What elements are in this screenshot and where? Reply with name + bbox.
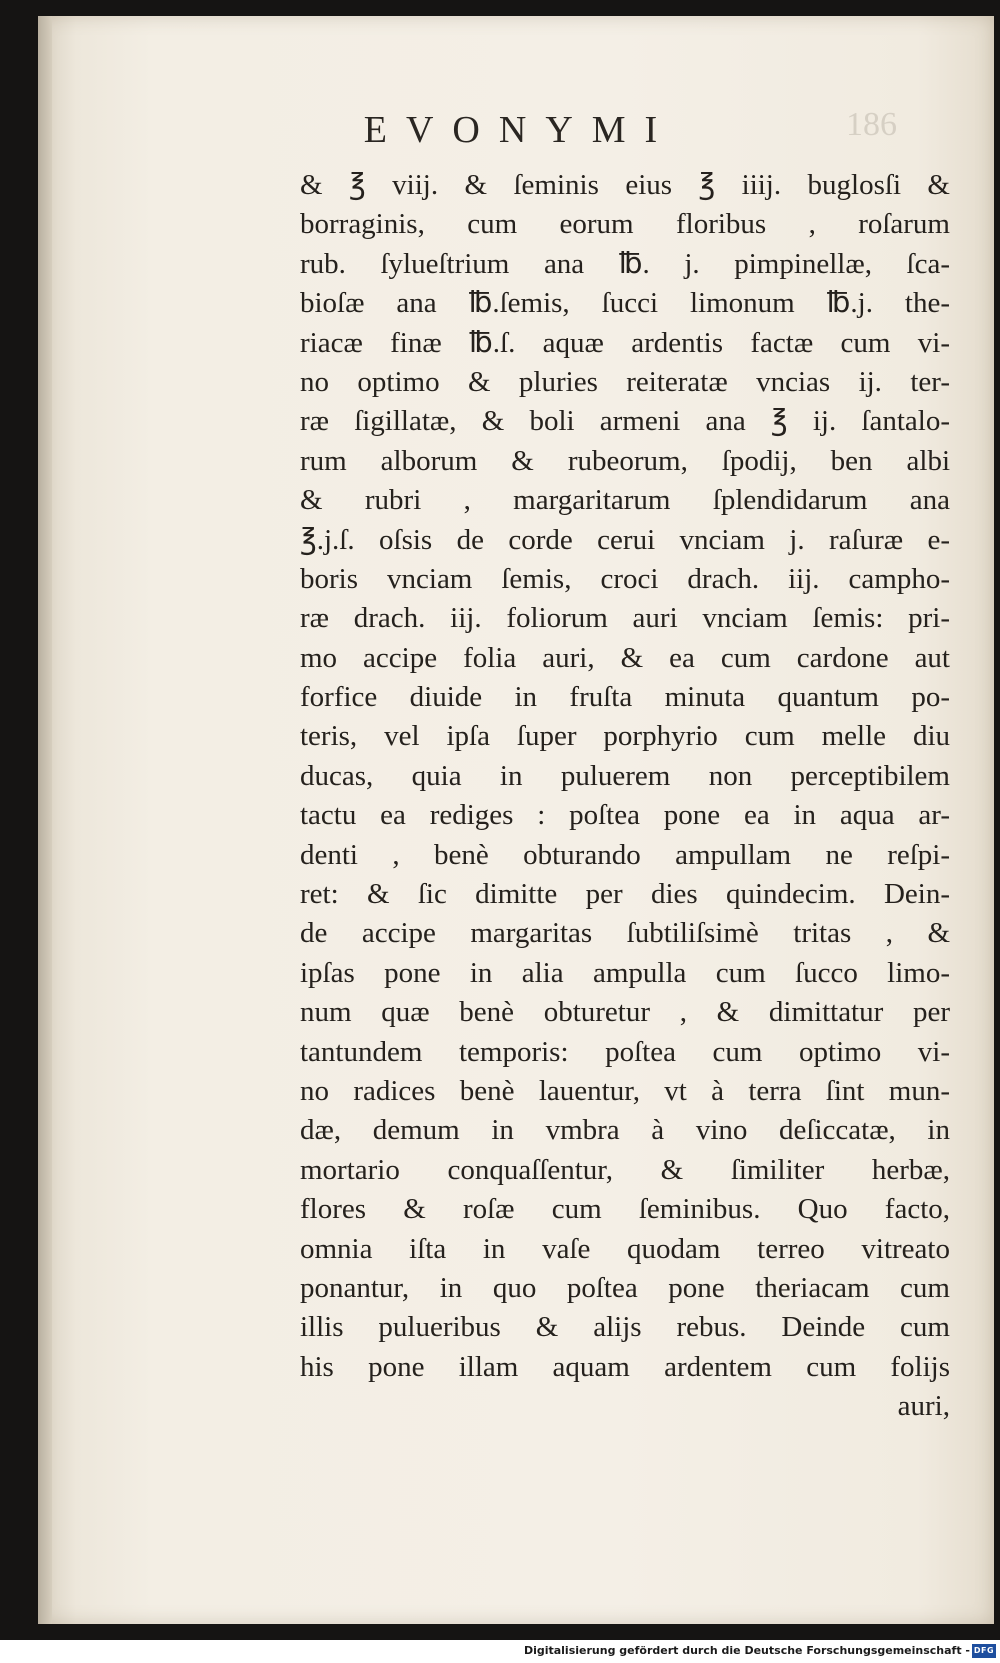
running-head: EVONYMI [363, 109, 677, 151]
text-line: num quæ benè obturetur , & dimittatur per [300, 996, 950, 1029]
text-line: ræ ſigillatæ, & boli armeni ana ℥ ij. ſantalo- [300, 405, 950, 438]
text-line: ponantur, in quo poſtea pone theriacam cum [300, 1271, 950, 1304]
footer-bar [0, 1640, 1000, 1663]
page-number-bleedthrough: 186 [846, 106, 897, 143]
text-line: ducas, quia in puluerem non perceptibilem [300, 759, 950, 792]
text-line: his pone illam aquam ardentem cum folijs [300, 1350, 950, 1383]
text-line: & ℥ viij. & ſeminis eius ℥ iiij. buglosſi & [300, 169, 950, 201]
text-line: rum alborum & rubeorum, ſpodij, ben albi [300, 444, 950, 477]
text-line: de accipe margaritas ſubtiliſsimè tritas , & [300, 917, 950, 950]
text-line: flores & roſæ cum ſeminibus. Quo facto, [300, 1193, 950, 1226]
text-line: teris, vel ipſa ſuper porphyrio cum melle diu [300, 720, 950, 753]
text-line: ipſas pone in alia ampulla cum ſucco limo- [300, 956, 950, 989]
text-line: denti , benè obturando ampullam ne reſpi- [300, 838, 950, 871]
text-line: tactu ea rediges : poſtea pone ea in aqua ar- [300, 799, 950, 832]
text-line: boris vnciam ſemis, croci drach. iij. campho- [300, 562, 950, 595]
text-line: mortario conquaſſentur, & ſimiliter herbæ, [300, 1153, 950, 1186]
text-line: riacæ finæ ℔.ſ. aquæ ardentis factæ cum vi- [300, 326, 950, 359]
text-line: ret: & ſic dimitte per dies quindecim. Dein- [300, 878, 950, 911]
text-line: mo accipe folia auri, & ea cum cardone aut [300, 641, 950, 674]
text-line: tantundem temporis: poſtea cum optimo vi- [300, 1035, 950, 1068]
text-line: auri, [897, 1390, 950, 1423]
text-line: bioſæ ana ℔.ſemis, ſucci limonum ℔.j. the- [300, 287, 950, 320]
text-line: dæ, demum in vmbra à vino deſiccatæ, in [300, 1114, 950, 1147]
page-gutter-shadow [38, 16, 52, 1624]
text-line: ræ drach. iij. foliorum auri vnciam ſemis: pri- [300, 602, 950, 635]
body-text [300, 166, 950, 1427]
text-line: & rubri , margaritarum ſplendidarum ana [300, 484, 950, 517]
text-line: borraginis, cum eorum floribus , roſarum [300, 208, 950, 241]
text-line: rub. ſylueſtrium ana ℔. j. pimpinellæ, ſca- [300, 247, 950, 280]
text-line: no optimo & pluries reiteratæ vncias ij. ter- [300, 365, 950, 398]
text-line: ℥.j.ſ. oſsis de corde cerui vnciam j. raſuræ e- [300, 523, 950, 556]
text-line: omnia iſta in vaſe quodam terreo vitreato [300, 1232, 950, 1265]
funding-credit: Digitalisierung gefördert durch die Deutsche Forschungsgemeinschaft - [523, 1644, 970, 1657]
text-line: no radices benè lauentur, vt à terra ſint mun- [300, 1074, 950, 1107]
text-line: illis pulueribus & alijs rebus. Deinde cum [300, 1311, 950, 1344]
text-line: forfice diuide in fruſta minuta quantum po- [300, 681, 950, 714]
dfg-logo-icon: DFG [972, 1644, 996, 1658]
